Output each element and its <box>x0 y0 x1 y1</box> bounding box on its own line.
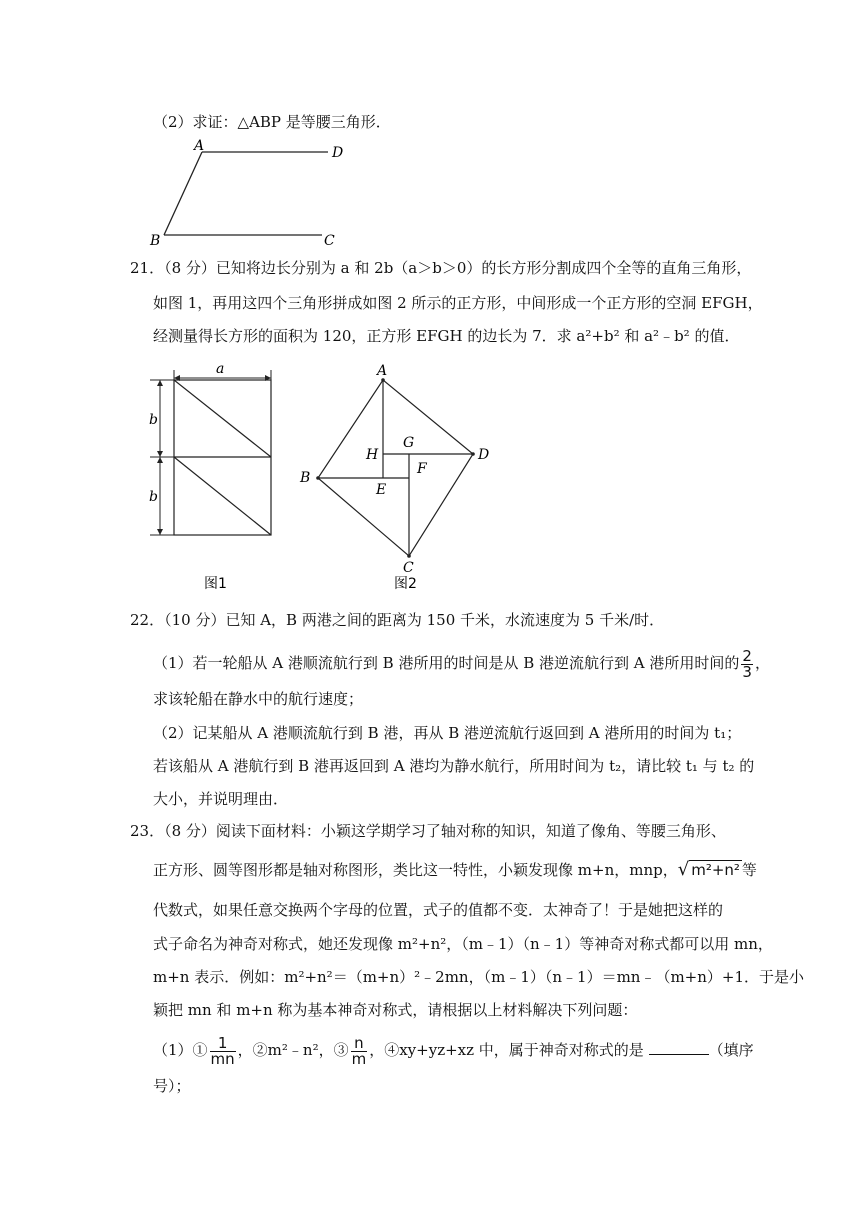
fraction-num: 2 <box>742 646 752 665</box>
q23-score: （8 分） <box>164 822 216 840</box>
q22-part1-line1 <box>153 643 770 683</box>
frac2-num: n <box>351 1036 368 1052</box>
q23-line6: 颖把 mn 和 m+n 称为基本神奇对称式，请根据以上材料解决下列问题： <box>153 1001 638 1019</box>
label-F2: F <box>417 461 427 477</box>
q23-part1-line1 <box>153 1030 754 1070</box>
q20-part2: （2）求证：△ABP 是等腰三角形． <box>153 113 391 131</box>
fraction-den: 3 <box>742 662 752 681</box>
segment-AB <box>164 152 202 235</box>
frac1-num: 1 <box>210 1036 236 1052</box>
q23-line5: m+n 表示．例如：m²+n²＝（m+n）²﹣2mn，（m﹣1）（n﹣1）＝mn﹣（m+n）+1．于是小 <box>153 968 805 986</box>
q21-figure2 <box>290 358 510 598</box>
label-b2: b <box>149 489 158 505</box>
diag-top <box>174 380 271 457</box>
label-D: D <box>332 145 344 161</box>
q22-number: 22． <box>130 611 165 629</box>
q23-text2a: 正方形、圆等图形都是轴对称图形，类比这一特性，小颖发现像 m+n，mnp， <box>153 861 678 879</box>
q21-line3: 经测量得长方形的面积为 120，正方形 EFGH 的边长为 7．求 a²+b² 和 a²﹣b² 的值． <box>153 327 740 345</box>
label-G2: G <box>403 435 415 451</box>
q22-score: （10 分） <box>164 611 226 629</box>
q23-p1-mid: ，②m²﹣n²，③ <box>237 1041 349 1059</box>
sqrt-expression: √ m²+n² <box>677 859 740 880</box>
q21-figure1 <box>140 358 290 598</box>
q21-text1: 已知将边长分别为 a 和 2b（a＞b＞0）的长方形分割成四个全等的直角三角形， <box>215 259 752 277</box>
q22-part1-line2: 求该轮船在静水中的航行速度； <box>153 690 364 708</box>
label-H2: H <box>366 447 379 463</box>
q22-part2-line2: 若该船从 A 港航行到 B 港再返回到 A 港均为静水航行，所用时间为 t₂，请比较 t₁ 与 t₂ 的 <box>153 757 755 775</box>
fraction-1-mn <box>210 1033 236 1068</box>
label-A2: A <box>377 363 388 379</box>
q22-text1: 已知 A，B 两港之间的距离为 150 千米，水流速度为 5 千米/时． <box>225 611 665 629</box>
fig1-caption: 图1 <box>204 576 227 592</box>
q23-number: 23． <box>130 822 165 840</box>
label-D2: D <box>478 447 490 463</box>
label-a: a <box>216 361 225 377</box>
q21-line2: 如图 1，再用这四个三角形拼成如图 2 所示的正方形，中间形成一个正方形的空洞 EFGH， <box>153 294 763 312</box>
q22-part2-line1: （2）记某船从 A 港顺流航行到 B 港，再从 B 港逆流航行返回到 A 港所用的时间为 t₁； <box>153 724 742 742</box>
q21-score: （8 分） <box>164 259 216 277</box>
q23-line3: 代数式，如果任意交换两个字母的位置，式子的值都不变．太神奇了！于是她把这样的 <box>153 901 724 919</box>
q23-text2b: 等 <box>741 861 757 879</box>
answer-blank[interactable] <box>649 1040 709 1055</box>
label-B: B <box>150 233 161 249</box>
label-E2: E <box>376 482 387 498</box>
q23-line2 <box>153 860 757 880</box>
fraction-n-m <box>351 1033 368 1068</box>
frac1-den: mn <box>210 1049 235 1068</box>
outer-square <box>318 380 473 556</box>
q22-part2-line3: 大小，并说明理由． <box>153 790 289 808</box>
q23-p1-end: ，④xy+yz+xz 中，属于神奇对称式的是 <box>369 1041 644 1059</box>
q22-p1-comma: ， <box>754 654 770 672</box>
q23-line4: 式子命名为神奇对称式，她还发现像 m²+n²，（m﹣1）（n﹣1）等神奇对称式都可以用 mn， <box>153 935 773 953</box>
label-b1: b <box>149 412 158 428</box>
label-A: A <box>194 138 205 154</box>
q22-line1 <box>130 610 664 630</box>
q20-figure <box>140 135 360 250</box>
q23-p1-start: （1）① <box>153 1041 208 1059</box>
label-C: C <box>324 233 335 249</box>
fig2-caption: 图2 <box>394 576 417 592</box>
q23-line1 <box>130 821 726 841</box>
q23-text1: 阅读下面材料：小颖这学期学习了轴对称的知识，知道了像角、等腰三角形、 <box>215 822 726 840</box>
q22-p1-text: （1）若一轮船从 A 港顺流航行到 B 港所用的时间是从 B 港逆流航行到 A 港所用时间的 <box>153 654 740 672</box>
fraction-2-3 <box>741 646 753 681</box>
sqrt-radicand: m²+n² <box>691 861 740 879</box>
diag-bottom <box>174 457 271 535</box>
label-B2: B <box>300 470 311 486</box>
q23-p1-tail: （填序 <box>708 1041 754 1059</box>
label-C2: C <box>403 560 414 576</box>
q21-line1 <box>130 258 751 278</box>
frac2-den: m <box>351 1049 367 1068</box>
q21-number: 21． <box>130 259 165 277</box>
q23-part1-line2: 号）； <box>153 1077 191 1095</box>
